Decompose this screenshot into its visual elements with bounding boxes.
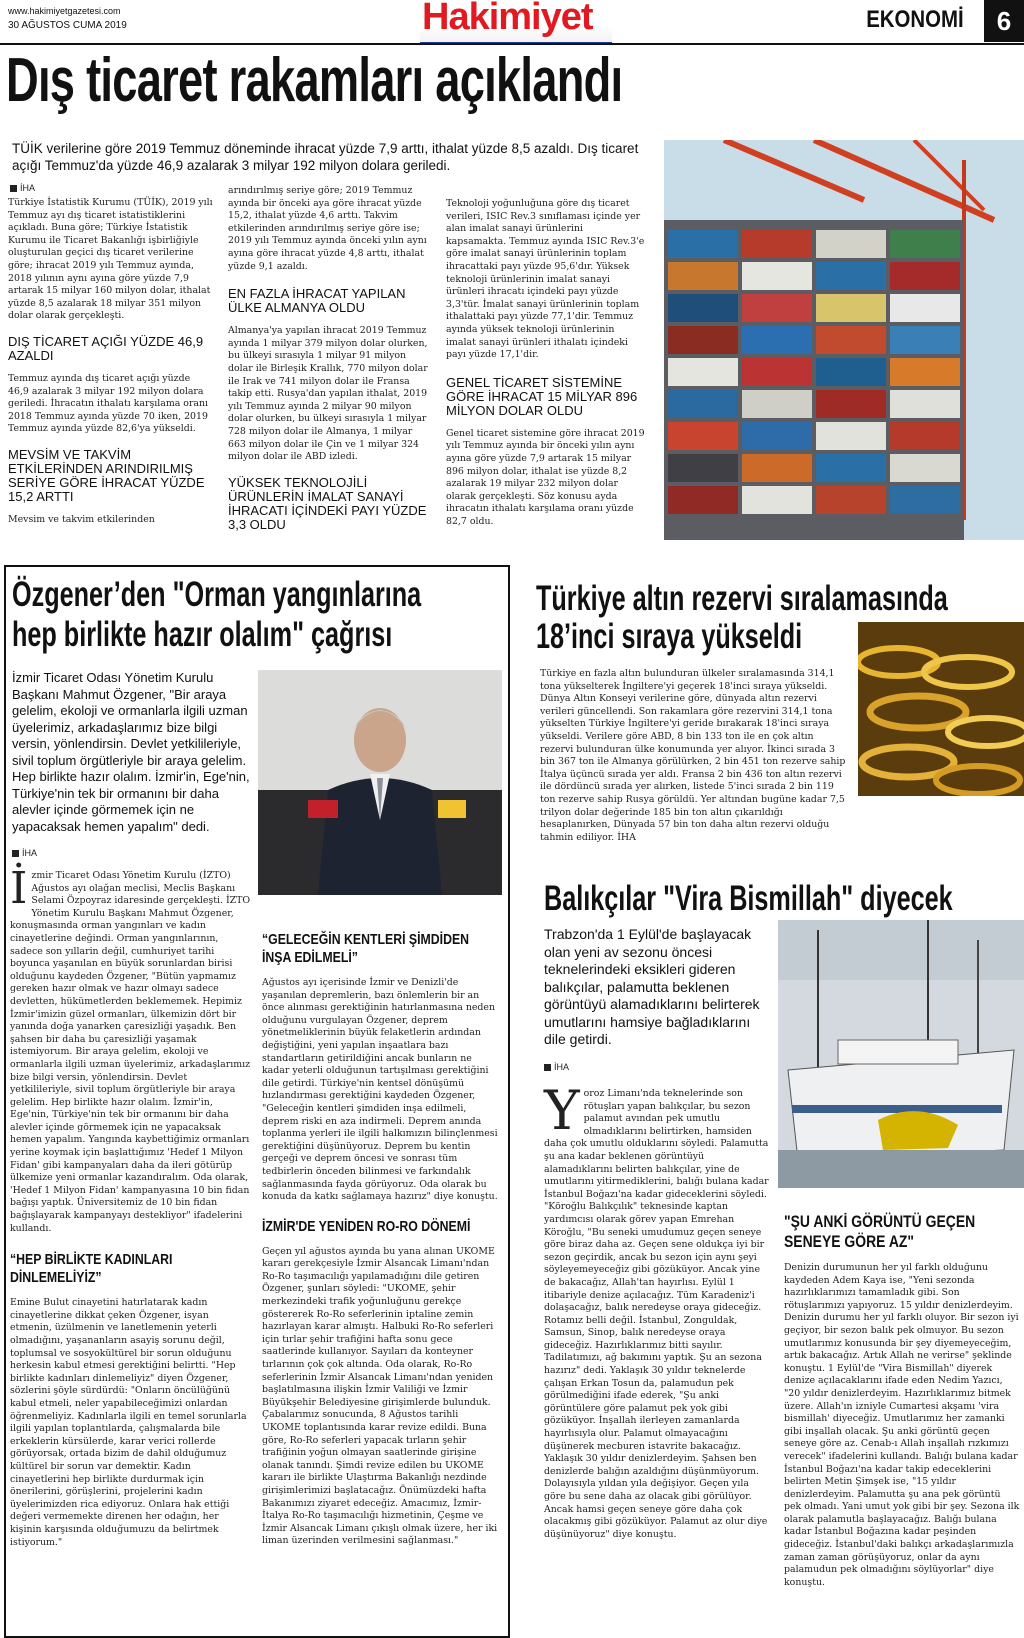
ozgener-portrait-photo <box>258 670 502 895</box>
logo-text: Hakimiyet <box>422 0 593 38</box>
source-square-icon <box>10 185 17 192</box>
fishers-col2-h: "ŞU ANKİ GÖRÜNTÜ GEÇEN SENEYE GÖRE AZ" <box>784 1212 976 1251</box>
ozgener-lead: İzmir Ticaret Odası Yönetim Kurulu Başkanı Mahmut Özgener, "Bir araya gelelim, ekoloji ve ormanlarla ilgili uzman üyelerimiz, arkadaşlarımız bize bilgi versin, yönlendirsin. Devlet yetkilileriyle, sivil toplum örgütleriyle bir araya gelelim. Hep birlikte hazır olalım. İzmir'in, Ege'nin, Türkiye'nin tek bir ormanını bir daha alevler içinde görmemek için ne yapacaksak hemen yapalım" dedi. <box>12 670 250 834</box>
ozgener-col1-p1 <box>10 863 252 1235</box>
trade-col1-h1: DIŞ TİCARET AÇIĞI YÜZDE 46,9 AZALDI <box>8 333 204 363</box>
fishing-boat-icon <box>778 920 1024 1188</box>
trade-col3-p2: Genel ticaret sistemine göre ihracat 2019 yılı Temmuz ayında bir önceki yılın aynı ayına göre yüzde 7,9 artarak 15 milyar 896 milyon dolar, ithalat ise yüzde 8,2 azalarak 19 milyar 232 milyon dolar olarak gerçekleşti. Söz konusu ayda ihracatın ithalatı karşılama oranı yüzde 82,7 oldu. <box>446 427 645 527</box>
trade-col2-h2: YÜKSEK TEKNOLOJİLİ ÜRÜNLERİN İMALAT SANAYİ İHRACATI İÇİNDEKİ PAYI YÜZDE 3,3 OLDU <box>228 474 427 532</box>
source-label: İHA <box>22 848 38 858</box>
masthead-rule <box>0 43 1024 45</box>
gold-headline-line1: Türkiye altın rezervi sıralamasında <box>536 579 948 618</box>
page-number: 6 <box>984 0 1024 42</box>
trade-col1-p2: Temmuz ayında dış ticaret açığı yüzde 46,9 azalarak 3 milyar 192 milyon dolara geriledi. İhracatın ithalatı karşılama oranı 2018 Temmuz ayında yüzde 70 iken, 2019 Temmuz ayında yüzde 82,6'ya yükseldi. <box>8 372 209 435</box>
trade-col1-h2: MEVSİM VE TAKVİM ETKİLERİNDEN ARINDIRILMIŞ SERİYE GÖRE İHRACAT YÜZDE 15,2 ARTTI <box>8 446 205 504</box>
trade-lead: TÜİK verilerine göre 2019 Temmuz döneminde ihracat yüzde 7,9 arttı, ithalat yüzde 8,5 azaldı. Dış ticaret açığı Temmuz'da yüzde 46,9 azalarak 3 milyar 192 milyon dolara geriledi. <box>12 141 639 173</box>
container-stack-icon <box>664 140 1024 540</box>
issue-date: 30 AĞUSTOS CUMA 2019 <box>8 20 127 31</box>
ozgener-headline-line2: hep birlikte hazır olalım" çağrısı <box>12 615 393 654</box>
source-square-icon <box>12 850 19 857</box>
fishers-lead: Trabzon'da 1 Eylül'de başlayacak olan yeni av sezonu öncesi teknelerindeki eksikleri gideren balıkçılar, palamutta beklenen görüntüyü alamadıklarını belirterek umutlarını hamsiye bağladıklarını dile getirdi. <box>544 926 760 1047</box>
person-at-podium-icon <box>258 670 502 895</box>
fishing-boat-photo <box>778 920 1024 1188</box>
trade-headline: Dış ticaret rakamları açıklandı <box>6 46 623 115</box>
gold-bangles-icon <box>858 622 1024 796</box>
trade-col2-p1: arındırılmış seriye göre; 2019 Temmuz ayında bir önceki aya göre ihracat yüzde 15,2, ithalat yüzde 4,6 arttı. Takvim etkilerinden arındırılmış seriye göre ise; 2019 yılı Temmuz ayında önceki yılın aynı ayına göre ihracat yüzde 4,8 arttı, ithalat yüzde 9,1 azaldı. <box>228 185 427 272</box>
trade-col3 <box>446 198 646 528</box>
fishers-col1-text <box>544 1079 772 1541</box>
ozgener-col2-p2: Geçen yıl ağustos ayında bu yana alınan UKOME kararı gerekçesiyle İzmir Alsancak Limanı'ndan Ro-Ro taşımacılığı yapılamadığını dile getiren Özgener, şunları söyledi: "UKOME, şehir merkezindeki trafik yoğunluğunu gerekçe göstererek Ro-Ro seferlerinin iptaline zemin hazırlayan karar almıştı. Halbuki Ro-Ro seferleri için tırlar şehir trafiğini hafta sonu gece saatlerinde kullanıyor. Sayıları da konteyner tırlarının çok çok altında. Oda olarak, Ro-Ro seferlerinin İzmir Alsancak Limanı'ndan yeniden başlatılmasına ilişkin İzmir Valiliği ve İzmir Büyükşehir Belediyesine girişimlerde bulunduk. Çabalarımız sonucunda, 8 Ağustos tarihli UKOME toplantısında karar revize edildi. Buna göre, Ro-Ro seferleri yapacak tırların şehir trafiğinin yoğun olmayan saatlerinde girişine olanak tanındı. Şimdi revize edilen bu UKOME kararı ile birlikte Ulaştırma Bakanlığı nezdinde girişimlerimizi başlatacağız. Önümüzdeki hafta Bakanımızı ziyaret edeceğiz. Amacımız, İzmir-İtalya Ro-Ro taşımacılığı hizmetinin, Çeşme ve İzmir Alsancak Limanı çıkışlı olmak üzere, her iki liman üzerinden verilmesini sağlanması." <box>262 1245 498 1547</box>
gold-bangles-photo <box>858 622 1024 796</box>
trade-col2-h1: EN FAZLA İHRACAT YAPILAN ÜLKE ALMANYA OLDU <box>228 286 406 316</box>
fishers-col1-body: oroz Limanı'nda teknelerinde son rötuşları yapan balıkçılar, bu sezon palamut avından pek umutlu olmadıklarını belirtirken, hamsiden daha çok umutlu olduklarını söyledi. Palamutta şu ana kadar beklenen görüntüyü alamadıklarını belirten balıkçılar, yine de umutlarını yitirmediklerini, balığı bulana kadar İstanbul Boğazı'na kadar gideceklerini söyledi. "Köroğlu Balıkçılık" teknesinde kaptan yardımcısı olarak görev yapan Emrehan Köroğlu, "Bu seneki umudumuz geçen seneye göre biraz daha az. Geçen sene oldukça iyi bir sezon geçirdik, ancak bu sezon için aynı şeyi söyleyemeyeceğiz gibi gözüküyor. Ancak yine de bakacağız, Allah'tan hayırlısı. Eylül 1 itibariyle denize açılacağız. Tüm Karadeniz'i dolaşacağız, balık neredeyse oraya gideceğiz. Rotamız belli değil. İstanbul, Zonguldak, Samsun, Sinop, balık neredeyse oraya gideceğiz. Hazırlıklarımız bitti sayılır. Tadilatımızı, ağ bakımını yaptık. Şu an sezona hazırız" dedi. Yaklaşık 30 yıldır teknelerde çalışan Erkan Tosun da, palamudun pek görülmediğini ifade ederek, "Şu anki görüntülere göre palamut pek yok gibi gözüküyor. İnşallah ilerleyen zamanlarda hayırlısıyla olur. Palamut olmayacağını düşünerek mecburen istavrite bakacağız. Yaklaşık 30 yıldır denizlerdeyim. Şahsen ben denizlerde balığın azaldığını düşünmüyorum. Dolayısıyla yıldan yıla değişiyor. Geçen yıla göre bu sene daha az olacak gibi görülüyor. Ancak hamsi geçen seneye göre daha çok olacakmış gibi gözüküyor. Palamut az olur diye düşünüyoruz" diye konuştu. <box>544 1088 769 1540</box>
ozgener-col2-h2: İZMİR'DE YENİDEN RO-RO DÖNEMİ <box>262 1217 471 1235</box>
fishers-col1 <box>544 1079 772 1541</box>
source-square-icon <box>544 1064 551 1071</box>
fishers-col2-body: Denizin durumunun her yıl farklı olduğunu kaydeden Adem Kaya ise, "Yeni sezonda hazırlıklarımızı tamamladık gibi. Son rötuşlarımızı yapıyoruz. 15 yıldır denizlerdeyim. Denizin durumu her yıl farklı oluyor. Bir sezon iyi geçiyor, bir sezon balık pek olmuyor. Bu sezon umutlarımız konusunda bir şey diyemeyeceğim, artık bakacağız. Artık Allah ne verirse" şeklinde konuştu. 1 Eylül'de "Vira Bismillah" diyerek denize açılacaklarını ifade eden Nedim Yazıcı, "20 yıldır denizlerdeyim. Hazırlıklarımız bitmek üzere. Allah'ın izniyle Cumartesi akşamı 'vira bismillah' diyeceğiz. Umutlarımız her zamanki gibi inşallah olacak. Şu anki görüntü geçen seneye göre az. Cenab-ı Allah inşallah rızkımızı verecek" ifadelerini kullandı. Balığı bulana kadar İstanbul Boğazı'na kadar takip edeceklerini belirten Metin Şimşek ise, "15 yıldır denizlerdeyim. Palamutta şu ana pek görüntü pek olmadı. Yani umut yok gibi bir şey. Sezona ilk olarak palamutla başlayacağız. Balığı bulana kadar İstanbul Boğazına kadar peşinden gideceğiz. İstanbul'daki balıkçı arkadaşlarımızla zaman zaman görüşüyoruz, onlar da aynı palamudun pek olmadığını söylüyorlar" diye konuştu. <box>784 1262 1020 1588</box>
masthead-logo <box>420 0 612 44</box>
container-port-photo <box>664 140 1024 540</box>
trade-col2-p2: Almanya'ya yapılan ihracat 2019 Temmuz ayında 1 milyar 379 milyon dolar olurken, bu ülkeyi sırasıyla 1 milyar 91 milyon dolar ile Birleşik Krallık, 770 milyon dolar ile Irak ve 741 milyon dolar ile Fransa takip etti. Rusya'dan yapılan ithalat, 2019 yılı Temmuz ayında 2 milyar 90 milyon dolar olurken, bu ülkeyi sırasıyla 1 milyar 728 milyon dolar ile Almanya, 1 milyar 663 milyon dolar ile Çin ve 1 milyar 324 milyon dolar ile ABD izledi. <box>228 325 428 463</box>
ozgener-col1 <box>10 863 252 1549</box>
trade-col1 <box>8 197 213 527</box>
trade-col3-h1: GENEL TİCARET SİSTEMİNE GÖRE İHRACAT 15 MİLYAR 896 MİLYON DOLAR OLDU <box>446 374 638 418</box>
trade-col1-p3: Mevsim ve takvim etkilerinden <box>8 513 155 525</box>
fishers-col2 <box>784 1206 1020 1589</box>
trade-source <box>10 183 35 193</box>
ozgener-col1-p1-text: zmir Ticaret Odası Yönetim Kurulu (İZTO) Ağustos ayı olağan meclisi, Meclis Başkanı Selami Özpoyraz idaresinde gerçekleşti. İZTO Yönetim Kurulu Başkanı Mahmut Özgener, konuşmasında orman yangınları ve kadın cinayetlerine değindi. Orman yangınlarının, sadece son yıllarin değil, cumhuriyet tarihi boyunca yaşanılan en büyük sorunlardan birisi olduğunu kaydeden Özgener, "Bütün yapmamız gereken hazır olmak ve hazır olmayı sadece devletten, hükümetlerden beklememek. Hepimiz İzmir'imizin güzel ormanları, ülkemizin dört bir yanında doğa yanarken çaresizliği yaşadık. Ben şahsen bir daha bu çaresizliği yaşamak istemiyorum. Bir araya gelelim, ekoloji ve ormanlarla ilgili uzman üyelerimiz, arkadaşlarımız bize bilgi versin, yönlendirsin. Devlet yetkilileriyle, sivil toplum örgütleriyle bir araya gelelim. Hep birlikte hazır olalım. İzmir'in, Ege'nin, Türkiye'nin tek bir ormanını bir daha alevler içinde görmemek için ne yapacaksak hemen yapalım. Yangında kaybettiğimiz ormanları yerine koymak için başlattığımız 'Hedef 1 Milyon Fidan' gibi kampanyaları daha da ileri götürüp ülkemize yeni ormanlar kazandıralım. Oda olarak, 'Hedef 1 Milyon Fidan' kampanyasına 10 bin fidan bağışı yaptık. Üniversitemiz de 10 bin fidan bağışlayarak kampanyayı destekliyor" ifadelerini kullandı. <box>10 870 251 1234</box>
source-label: İHA <box>20 183 36 193</box>
ozgener-col1-h: “HEP BİRLİKTE KADINLARI DİNLEMELİYİZ” <box>10 1251 173 1287</box>
fishers-headline: Balıkçılar "Vira Bismillah" diyecek <box>544 879 953 918</box>
trade-col3-p1: Teknoloji yoğunluğuna göre dış ticaret verileri, ISIC Rev.3 sınıflaması içinde yer alan imalat sanayi ürünlerini kapsamakta. Temmuz ayında ISIC Rev.3'e göre imalat sanayi ürünlerinin toplam ihracattaki payı yüzde 95,6'dır. Yüksek teknoloji ürünlerinin imalat sanayi ürünleri ihracatı içindeki payı yüzde 3,3'tür. İmalat sanayi ürünlerinin toplam ithalattaki payı yüzde 77,1'dir. Temmuz ayında yüksek teknoloji ürünlerinin imalat sanayi ürünleri ithalatı içindeki payı yüzde 17,1'dir. <box>446 198 645 361</box>
website-url: www.hakimiyetgazetesi.com <box>8 6 121 16</box>
source-label: İHA <box>554 1062 570 1072</box>
gold-body: Türkiye en fazla altın bulunduran ülkeler sıralamasında 314,1 tona yükselterek İngiltere'yi geçerek 18'inci sıraya yükseldi. Dünya Altın Konseyi verilerine göre, dünyada altın rezervi verileri güncellendi. Son rakamlara göre rezervini 314,1 tona yükselten Türkiye İngiltere'yi geride bırakarak 18'inci sıraya yükseldi. Verilere göre ABD, 8 bin 133 ton ile en çok altın rezervi bulunduran ülke konumunda yer alıyor. İkinci sırada 3 bin 367 ton ile Almanya görülürken, 2 bin 451 ton rezerve sahip İtalya üçüncü sırada yer aldı. Fransa 2 bin 436 ton altın rezervi ile dördüncü sırada yer alırken, listede 5'inci sırada 2 bin 119 ton rezerve sahip Rusya görüldü. Yer altından bugüne kadar 7,5 trilyon dolar değerinde 185 bin ton altın çıkarıldığı hesaplanırken, Dünyada 57 bin ton daha altın rezervi olduğu tahmin ediliyor. İHA <box>540 668 846 843</box>
section-label: EKONOMİ <box>866 6 964 33</box>
ozgener-col2 <box>262 925 498 1548</box>
gold-headline-line2: 18’inci sıraya yükseldi <box>536 617 803 656</box>
dropcap: İ <box>10 863 28 914</box>
fishers-source <box>544 1062 569 1072</box>
ozgener-col2-h: “GELECEĞİN KENTLERİ ŞİMDİDEN İNŞA EDİLMELİ” <box>262 931 470 966</box>
ozgener-col1-p2: Emine Bulut cinayetini hatırlatarak kadın cinayetlerine dikkat çeken Özgener, isyan etmenin, üzülmenin ve lanetlemenin yeterli olmadığını, yaşananların asayiş sorunu değil, toplumsal ve sosyokültürel bir sorun olduğunu herkesin kabul etmesi gerektiğini belirtti. "Hep birlikte kadınları dinlemeliyiz" diyen Özgener, sözlerini şöyle sürdürdü: "Onların öncülüğünü kabul etmeli, neler yapabileceğimizi onlardan öğrenmeliyiz. Kadınlarla ilgili en temel sorunlarla ilgili yapılan toplantılarda, çalışmalarda bile erkeklerin kürsülerde, karar verici rollerde görüyorsak, ortada bizim de dahil olduğumuz kültürel bir sorun var demektir. Kadın cinayetlerini hep birlikte durdurmak için önerilerini, görüşlerini, projelerini kadın üyelerimizden rica ediyoruz. Onlara hak ettiği değeri vermemekte direnen her odağın, her kişinin karşısında olduğumuzu da belirtmek istiyorum." <box>10 1297 247 1548</box>
trade-col1-p1: Türkiye İstatistik Kurumu (TÜİK), 2019 yılı Temmuz ayı dış ticaret istatistiklerini açıkladı. Buna göre; Türkiye İstatistik Kurumu ile Ticaret Bakanlığı işbirliğiyle oluşturulan geçici dış ticaret verilerine göre; ihracat 2019 yılı Temmuz ayında, 2018 yılının aynı ayına göre yüzde 7,9 artarak 15 milyar 160 milyon dolar, ithalat yüzde 8,5 azalarak 18 milyar 351 milyon dolar olarak gerçekleşti. <box>8 197 213 322</box>
trade-col2 <box>228 185 433 538</box>
dropcap: Y <box>544 1079 580 1142</box>
ozgener-headline-line1: Özgener’den "Orman yangınlarına <box>12 575 422 614</box>
ozgener-col2-p1: Ağustos ayı içerisinde İzmir ve Denizli'de yaşanılan depremlerin, bazı önlemlerin bir an önce alınması gerektiğinin hatırlanmasına neden olduğunu vurgulayan Özgener, deprem yönetmeliklerinin büyük felaketlerin ardından değiştiğini, yeni yapılan inşaatlara bazı standartların getirildiğini ancak bunların ne kadar yeterli olduğunun tartışılması gerektiğini dile getirdi. Türkiye'nin kentsel dönüşümü hızlandırması gerektiğini kaydeden Özgener, "Geleceğin kentleri şimdiden inşa edilmeli, deprem riski en aza indirmeli. Deprem anında toplanma yerleri ile ilgili halkımızın bilinçlenmesi gerektiğini düşünüyoruz. Deprem bu kentin gerçeği ve deprem öncesi ve sonrası tüm tedbirlerin önceden bilinmesi ve farkındalık sağlanmasında fayda görüyoruz. Oda olarak bu konuda da katkı sağlamaya hazırız" diye konuştu. <box>262 977 498 1203</box>
ozgener-source <box>12 848 37 858</box>
